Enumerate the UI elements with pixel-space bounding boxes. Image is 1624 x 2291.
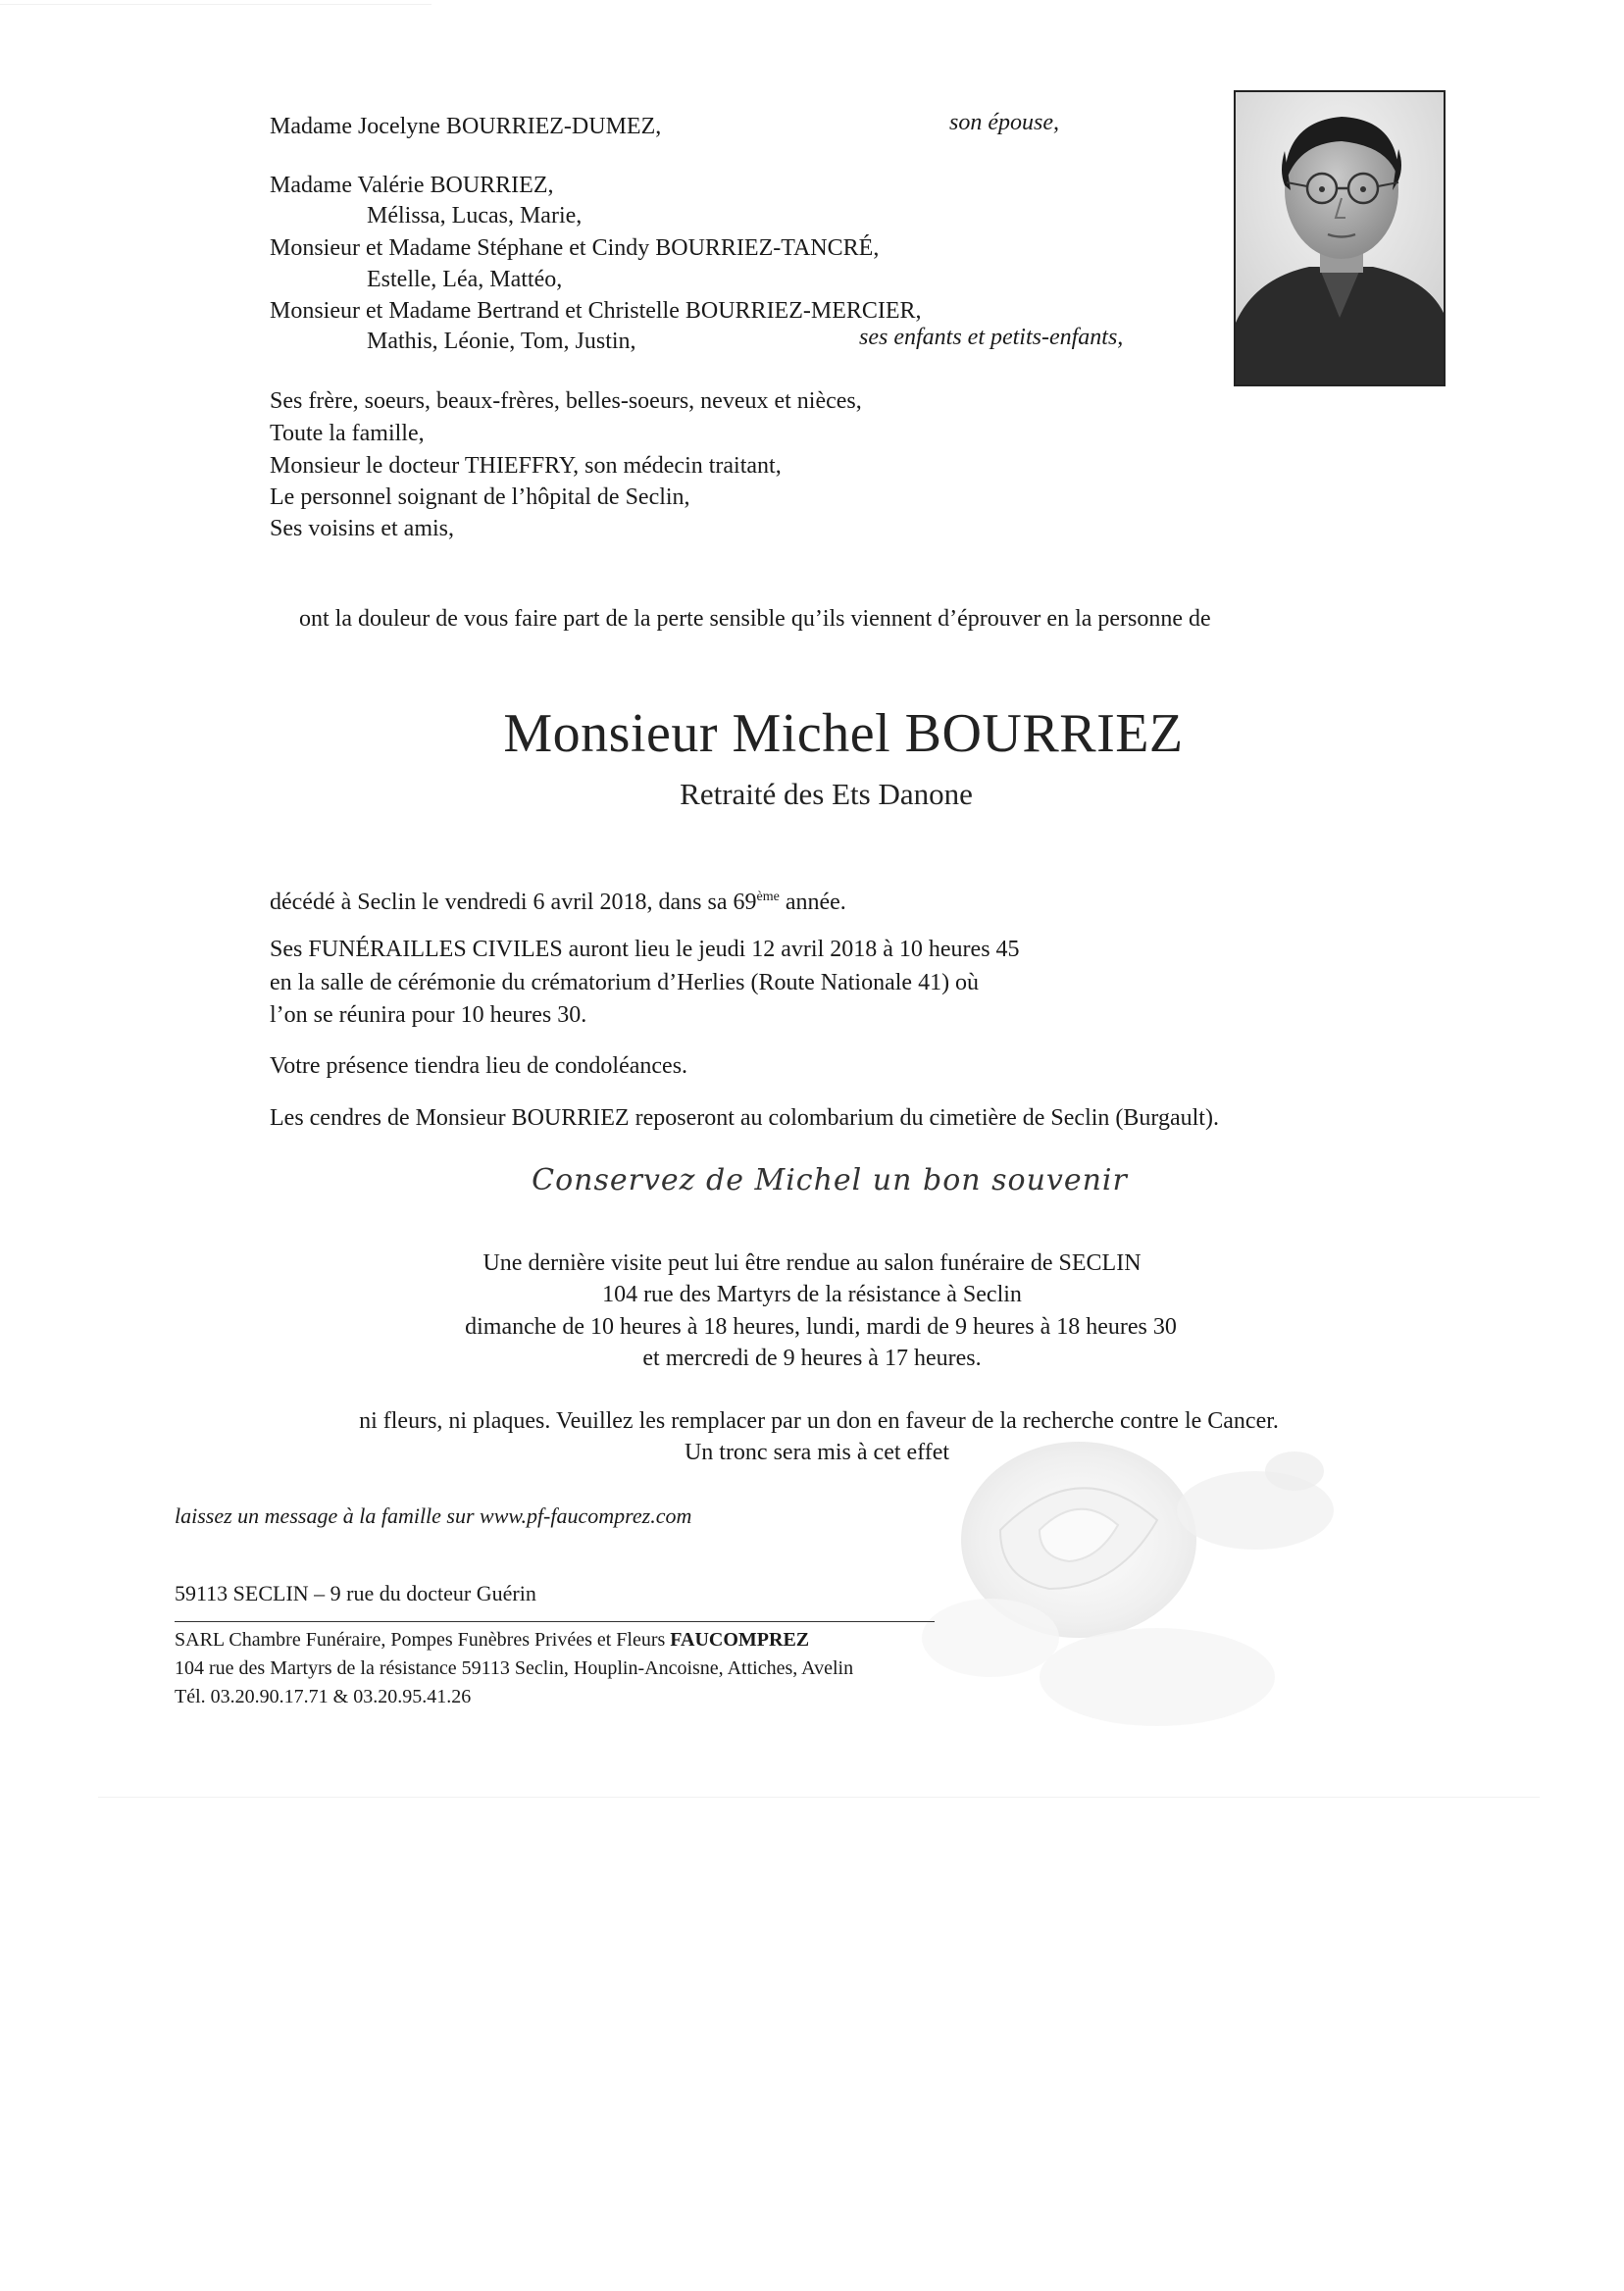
spouse-name: Madame Jocelyne BOURRIEZ-DUMEZ, xyxy=(270,114,662,139)
intro-text: ont la douleur de vous faire part de la perte sensible qu’ils viennent d’éprouver en la personne de xyxy=(299,606,1211,632)
relatives-line: Ses voisins et amis, xyxy=(270,516,455,541)
company-phone: Tél. 03.20.90.17.71 & 03.20.95.41.26 xyxy=(175,1686,472,1707)
company-line xyxy=(175,1626,809,1655)
children-role: ses enfants et petits-enfants, xyxy=(859,325,1124,350)
family-line: Estelle, Léa, Mattéo, xyxy=(367,267,563,292)
spouse-role: son épouse, xyxy=(949,110,1059,135)
funeral-line: Ses FUNÉRAILLES CIVILES auront lieu le jeudi 12 avril 2018 à 10 heures 45 xyxy=(270,937,1020,962)
flowers-line: ni fleurs, ni plaques. Veuillez les remplacer par un don en faveur de la recherche contre le Cancer. xyxy=(359,1408,1279,1434)
family-line: Madame Valérie BOURRIEZ, xyxy=(270,173,554,198)
family-line: Monsieur et Madame Stéphane et Cindy BOURRIEZ-TANCRÉ, xyxy=(270,235,880,261)
company-brand: FAUCOMPREZ xyxy=(670,1629,810,1651)
visit-line: 104 rue des Martyrs de la résistance à Seclin xyxy=(602,1282,1022,1307)
funeral-line: l’on se réunira pour 10 heures 30. xyxy=(270,1002,587,1028)
address: 59113 SECLIN – 9 rue du docteur Guérin xyxy=(175,1581,536,1605)
relatives-line: Monsieur le docteur THIEFFRY, son médecin traitant, xyxy=(270,453,782,479)
rose-watermark xyxy=(883,1393,1432,1746)
relatives-line: Ses frère, soeurs, beaux-frères, belles-soeurs, neveux et nièces, xyxy=(270,388,862,414)
family-line: Mathis, Léonie, Tom, Justin, xyxy=(367,329,636,354)
deceased-name: Monsieur Michel BOURRIEZ xyxy=(503,703,1184,764)
visit-line: et mercredi de 9 heures à 17 heures. xyxy=(642,1346,982,1371)
company-address: 104 rue des Martyrs de la résistance 59113 Seclin, Houplin-Ancoisne, Attiches, Avelin xyxy=(175,1657,854,1679)
death-notice xyxy=(270,881,846,919)
relatives-line: Toute la famille, xyxy=(270,421,425,446)
family-line: Mélissa, Lucas, Marie, xyxy=(367,203,583,229)
visit-line: Une dernière visite peut lui être rendue au salon funéraire de SECLIN xyxy=(482,1250,1142,1276)
scan-line-top xyxy=(0,4,431,5)
family-line: Monsieur et Madame Bertrand et Christelle BOURRIEZ-MERCIER, xyxy=(270,298,922,324)
condolences: Votre présence tiendra lieu de condoléances. xyxy=(270,1053,688,1079)
portrait-photo xyxy=(1234,90,1446,386)
death-text-end: année. xyxy=(779,890,846,915)
visit-line: dimanche de 10 heures à 18 heures, lundi, mardi de 9 heures à 18 heures 30 xyxy=(465,1314,1177,1340)
memory-phrase: Conservez de Michel un bon souvenir xyxy=(532,1163,1128,1197)
company-name: SARL Chambre Funéraire, Pompes Funèbres Privées et Fleurs xyxy=(175,1629,671,1651)
relatives-line: Le personnel soignant de l’hôpital de Seclin, xyxy=(270,484,690,510)
flowers-line: Un tronc sera mis à cet effet xyxy=(684,1440,950,1465)
death-text: décédé à Seclin le vendredi 6 avril 2018, dans sa 69 xyxy=(270,890,757,915)
scan-line-bottom xyxy=(98,1797,1540,1798)
death-superscript: ème xyxy=(756,890,780,904)
portrait-image xyxy=(1236,92,1444,384)
funeral-line: en la salle de cérémonie du crématorium d’Herlies (Route Nationale 41) où xyxy=(270,970,980,995)
ashes: Les cendres de Monsieur BOURRIEZ reposeront au colombarium du cimetière de Seclin (Burgault). xyxy=(270,1105,1219,1131)
deceased-subtitle: Retraité des Ets Danone xyxy=(680,777,973,811)
website-message: laissez un message à la famille sur www.pf-faucomprez.com xyxy=(175,1503,692,1528)
footer-rule xyxy=(175,1621,935,1622)
